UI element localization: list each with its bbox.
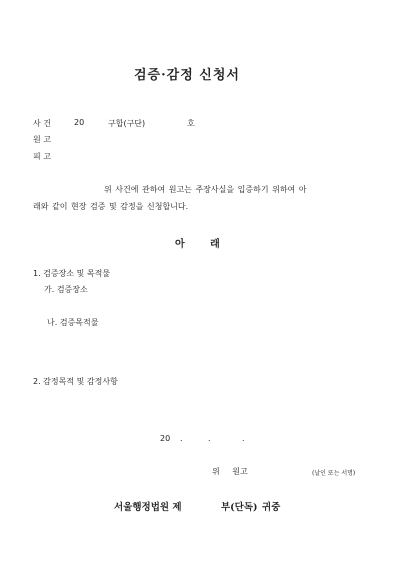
signature-note: (날인 또는 서명) — [312, 470, 356, 477]
document-title: 검증·감정 신청서 — [134, 68, 240, 83]
date-dot-2: . — [208, 434, 211, 443]
item-1-b: 나. 검증목적물 — [47, 318, 99, 327]
item-1: 1. 검증장소 및 목적물 — [33, 269, 111, 278]
court-name: 서울행정법원 제 — [114, 502, 182, 513]
case-type: 구합(구단) — [108, 119, 146, 128]
court-honorific: 귀중 — [262, 502, 281, 513]
plaintiff-label: 원 고 — [33, 135, 51, 144]
item-1-a: 가. 검증장소 — [44, 285, 88, 294]
date-dot-1: . — [180, 434, 183, 443]
defendant-label: 피 고 — [33, 152, 51, 161]
intro-line-2: 래와 같이 현장 검증 및 감정을 신청합니다. — [33, 202, 189, 211]
date-dot-3: . — [242, 434, 245, 443]
case-suffix: 호 — [187, 119, 195, 128]
item-2: 2. 감정목적 및 감정사항 — [33, 377, 118, 386]
date-year: 20 — [160, 434, 171, 443]
case-label: 사 건 — [33, 119, 51, 128]
section-heading: 아 래 — [175, 239, 220, 250]
court-division: 부(단독) — [221, 502, 258, 513]
intro-line-1: 위 사건에 관하여 원고는 주장사실을 입증하기 위하여 아 — [104, 185, 307, 194]
signature-label: 위 원고 — [212, 467, 248, 476]
case-year: 20 — [74, 118, 85, 127]
